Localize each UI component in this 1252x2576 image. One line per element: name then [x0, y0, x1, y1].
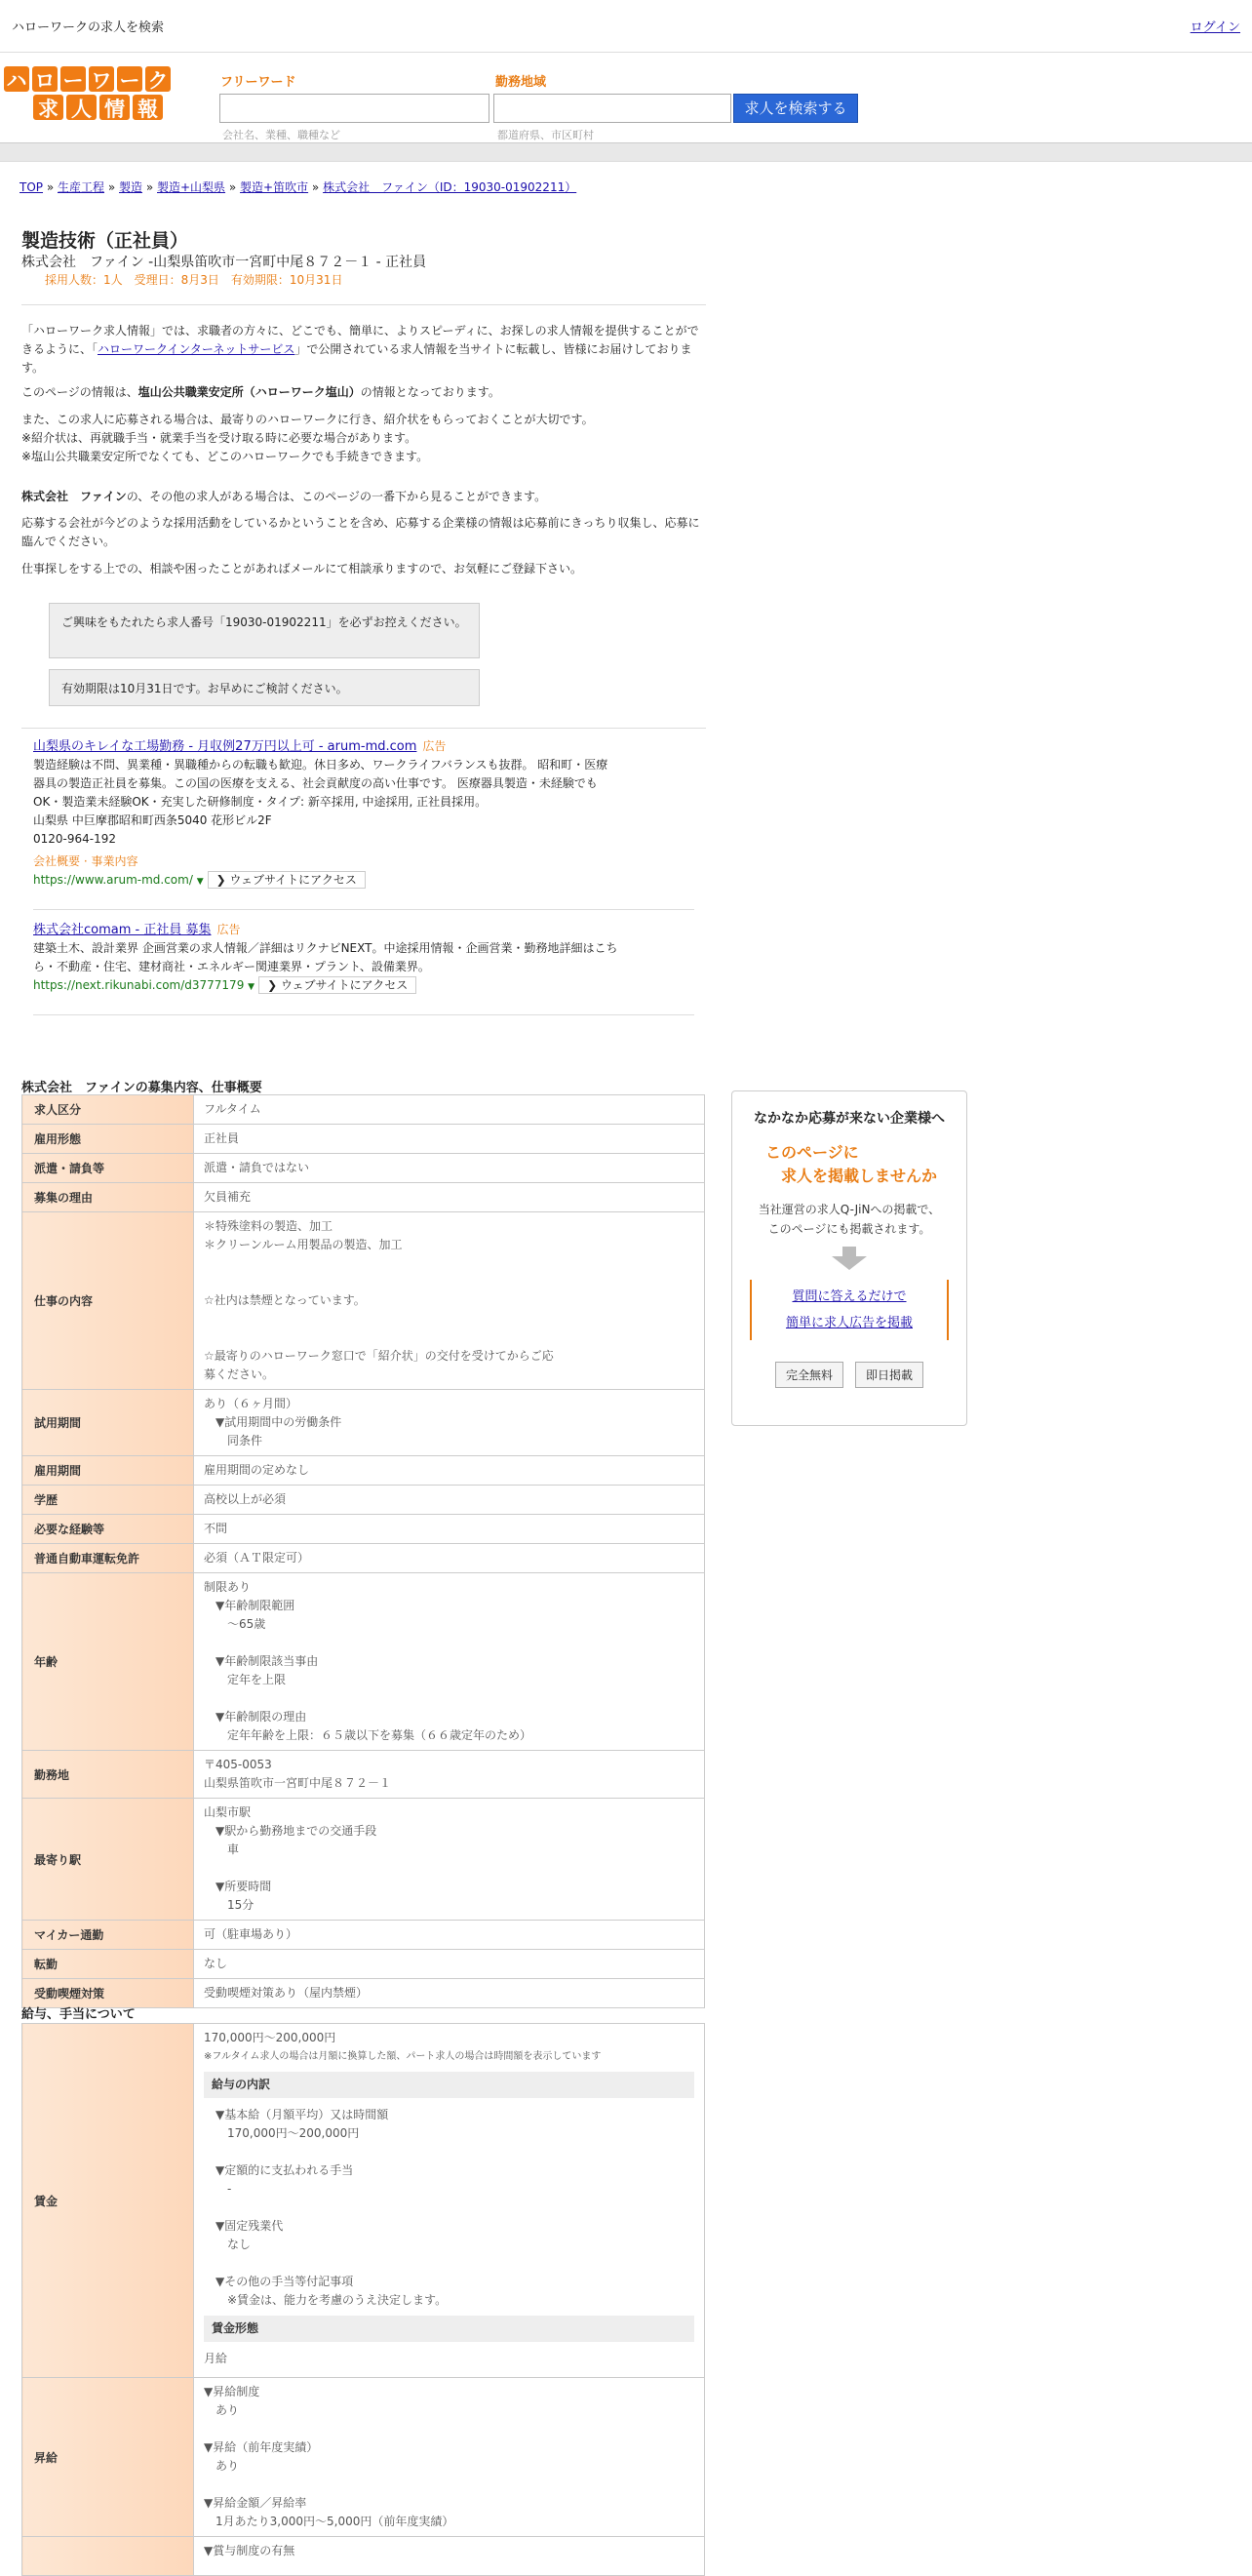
table-row — [22, 1095, 705, 1125]
row-value: 欠員補充 — [194, 1183, 705, 1212]
raise-key: 昇給 — [22, 2378, 194, 2537]
row-value: 派遣・請負ではない — [194, 1154, 705, 1183]
breadcrumb-link[interactable]: 製造+笛吹市 — [240, 180, 309, 194]
sidebar-description: 当社運営の求人Q-JiNへの掲載で、 このページにも掲載されます。 — [758, 1203, 941, 1236]
divider-band — [0, 142, 1252, 162]
area-label: 勤務地域 — [495, 75, 547, 90]
logo-char: 人 — [66, 95, 97, 120]
row-value: 受動喫煙対策あり（屋内禁煙） — [194, 1979, 705, 2008]
divider — [21, 728, 706, 729]
logo-char: ク — [145, 66, 171, 92]
row-label: 受動喫煙対策 — [22, 1979, 194, 2008]
logo-char: ー — [117, 66, 142, 92]
job-meta: 採用人数：1人 受理日：8月3日 有効期限：10月31日 — [45, 273, 343, 287]
row-label: 学歴 — [22, 1486, 194, 1515]
header — [0, 53, 1252, 142]
job-subtitle: 株式会社 ファイン -山梨県笛吹市一宮町中尾８７２－１ - 正社員 — [21, 255, 427, 270]
site-title: ハローワークの求人を検索 — [12, 20, 165, 35]
row-value: 必須（ＡＴ限定可） — [194, 1544, 705, 1573]
bonus-key — [22, 2537, 194, 2576]
row-value: 不問 — [194, 1515, 705, 1544]
ad-body: 製造経験は不問、異業種・異職種からの転職も歓迎。休日多め、ワークライフバランスも抜群。 昭和町・医療器具の製造正社員を募集。この国の医療を支える、社会貢献度の高い仕事です。 医療器具製造・未経験でもOK・製造業未経験OK・充実した研修制度・タイプ: 新卒採用, 中途採用, 正社員採用。 — [33, 758, 608, 809]
intro-paragraph-1: 「ハローワーク求人情報」では、求職者の方々に、どこでも、簡単に、よりスピーディに、お探しの求人情報を提供することができるように、「ハローワークインターネットサービス」で公開されている求人情報を当サイトに転載し、皆様にお届けしております。 — [21, 324, 699, 375]
free-button[interactable]: 完全無料 — [775, 1362, 843, 1388]
search-button[interactable]: 求人を検索する — [733, 94, 858, 123]
ad-title-link[interactable]: 山梨県のキレイな工場勤務 - 月収例27万円以上可 - arum-md.com — [33, 739, 417, 754]
divider — [21, 304, 706, 305]
breadcrumb-link[interactable]: 製造+山梨県 — [157, 180, 226, 194]
table-row — [22, 1799, 705, 1921]
row-label: 必要な経験等 — [22, 1515, 194, 1544]
row-value: ＊特殊塗料の製造、加工 ＊クリーンルーム用製品の製造、加工 ☆社内は禁煙となっています。 ☆最寄りのハローワーク窓口で「紹介状」の交付を受けてからご応 募ください。 — [194, 1212, 705, 1390]
row-value: 高校以上が必須 — [194, 1486, 705, 1515]
row-label: 最寄り駅 — [22, 1799, 194, 1921]
area-input[interactable] — [493, 94, 731, 123]
advert-sidebar — [731, 1090, 967, 1426]
table-row — [22, 1125, 705, 1154]
row-value: なし — [194, 1950, 705, 1979]
breadcrumb-link[interactable]: TOP — [20, 180, 44, 194]
hellowork-link[interactable]: ハローワークインターネットサービス — [98, 342, 295, 356]
ad-block-1: 山梨県のキレイな工場勤務 - 月収例27万円以上可 - arum-md.com 広告 製造経験は不問、異業種・異職種からの転職も歓迎。休日多め、ワークライフバランスも抜群。 昭和町・医療器具の製造正社員を募集。この国の医療を支える、社会貢献度の高い仕事です。 医療器具製造・未経験でもOK・製造業未経験OK・充実した研修制度・タイプ: 新卒採用, 中途採用, 正社員採用。 山梨県 中巨摩郡昭和町西条5040 花形ビル2F 0120-964-192 会社概要 · 事業内容 https://www.arum-md.com/ ▼ ❯ ウェブサイトにアクセス — [33, 737, 618, 892]
ad-url[interactable]: https://next.rikunabi.com/d3777179 — [33, 978, 245, 992]
logo-char: ワ — [89, 66, 114, 92]
row-value: 可（駐車場あり） — [194, 1921, 705, 1950]
row-value: 〒405-0053 山梨県笛吹市一宮町中尾８７２－１ — [194, 1751, 705, 1799]
wage-form-heading: 賃金形態 — [204, 2316, 694, 2342]
breadcrumb: TOP » 生産工程 » 製造 » 製造+山梨県 » 製造+笛吹市 » 株式会社 ファイン（ID：19030-01902211） — [20, 180, 577, 194]
login-link[interactable]: ログイン — [1190, 20, 1240, 35]
row-label: 勤務地 — [22, 1751, 194, 1799]
row-label: 仕事の内容 — [22, 1212, 194, 1390]
job-details-table — [21, 1094, 705, 2008]
ad-visit-button[interactable]: ❯ ウェブサイトにアクセス — [258, 976, 416, 994]
table-row — [22, 1515, 705, 1544]
row-label: 転勤 — [22, 1950, 194, 1979]
ad-phone[interactable]: 0120-964-192 — [33, 832, 117, 846]
wage-value: 170,000円〜200,000円 ※フルタイム求人の場合は月額に換算した額、パート求人の場合は時間額を表示しています 給与の内訳 ▼基本給（月額平均）又は時間額 170,000円〜200,000円 ▼定額的に支払われる手当 - ▼固定残業代 なし ▼その他の手当等付記事項 ※賃金は、能力を考慮のうえ決定します。 賃金形態 月給 — [194, 2024, 705, 2378]
table-row — [22, 1212, 705, 1390]
intro-paragraph-5: 応募する会社が今どのような採用活動をしているかということを含め、応募する企業様の情報は応募前にきっちり収集し、応募に臨んでください。 — [21, 516, 700, 548]
row-label: 雇用形態 — [22, 1125, 194, 1154]
ad-sitelinks[interactable]: 会社概要 · 事業内容 — [33, 854, 138, 868]
expiry-note: 有効期限は10月31日です。お早めにご検討ください。 — [49, 669, 480, 706]
breadcrumb-link[interactable]: 製造 — [119, 180, 143, 194]
sidebar-link-post-ad[interactable]: 簡単に求人広告を掲載 — [785, 1316, 913, 1330]
table-row — [22, 1751, 705, 1799]
ad-visit-button[interactable]: ❯ ウェブサイトにアクセス — [208, 871, 366, 889]
ad-tag: 広告 — [216, 923, 241, 936]
row-label: 派遣・請負等 — [22, 1154, 194, 1183]
section-heading-wage: 給与、手当について — [21, 2007, 136, 2022]
wage-table — [21, 2023, 705, 2576]
top-bar — [0, 0, 1252, 53]
logo-char: ハ — [4, 66, 29, 92]
raise-value: ▼昇給制度 あり ▼昇給（前年度実績） あり ▼昇給金額／昇給率 1月あたり3,000円〜5,000円（前年度実績） — [194, 2378, 705, 2537]
ad-title-link[interactable]: 株式会社comam - 正社員 募集 — [33, 923, 212, 937]
row-label: 年齢 — [22, 1573, 194, 1751]
logo-char: 求 — [33, 95, 63, 120]
site-logo[interactable] — [4, 66, 176, 123]
sidebar-heading: なかなか応募が来ない企業様へ — [754, 1111, 945, 1127]
divider — [33, 1014, 694, 1015]
section-heading-job: 株式会社 ファインの募集内容、仕事概要 — [21, 1081, 262, 1095]
keyword-input[interactable] — [219, 94, 489, 123]
breadcrumb-link[interactable]: 生産工程 — [58, 180, 105, 194]
logo-char: 情 — [99, 95, 130, 120]
row-label: 普通自動車運転免許 — [22, 1544, 194, 1573]
row-value: 山梨市駅 ▼駅から勤務地までの交通手段 車 ▼所要時間 15分 — [194, 1799, 705, 1921]
table-row — [22, 1486, 705, 1515]
table-row — [22, 1544, 705, 1573]
bonus-value: ▼賞与制度の有無 — [194, 2537, 705, 2576]
breadcrumb-link[interactable]: 株式会社 ファイン（ID：19030-01902211） — [323, 180, 577, 194]
logo-char: ー — [60, 66, 86, 92]
intro-paragraph-6: 仕事探しをする上での、相談や困ったことがあればメールにて相談承りますので、お気軽にご登録下さい。 — [21, 562, 583, 575]
table-row — [22, 1154, 705, 1183]
divider — [33, 909, 694, 910]
wage-key: 賃金 — [22, 2024, 194, 2378]
row-value: 雇用期間の定めなし — [194, 1456, 705, 1486]
down-arrow-icon — [842, 1247, 856, 1256]
keyword-label: フリーワード — [220, 75, 296, 90]
intro-paragraph-3: また、この求人に応募される場合は、最寄りのハローワークに行き、紹介状をもらっておくことが大切です。 ※紹介状は、再就職手当・就業手当を受け取る時に必要な場合があります。 ※塩山公共職業安定所でなくても、どこのハローワークでも手続きできます。 — [21, 413, 594, 463]
job-title: 製造技術（正社員） — [21, 230, 189, 252]
row-label: 雇用期間 — [22, 1456, 194, 1486]
row-label: 募集の理由 — [22, 1183, 194, 1212]
logo-char: 報 — [133, 95, 163, 120]
same-day-button[interactable]: 即日掲載 — [855, 1362, 923, 1388]
intro-paragraph-4: 株式会社 ファインの、その他の求人がある場合は、このページの一番下から見ることができます。 — [21, 490, 547, 503]
job-number-note: ご興味をもたれたら求人番号「19030-01902211」を必ずお控えください。 — [49, 603, 480, 658]
ad-tag: 広告 — [422, 739, 447, 753]
ad-address: 山梨県 中巨摩郡昭和町西条5040 花形ビル2F — [33, 813, 272, 827]
sidebar-links — [750, 1280, 949, 1340]
sidebar-offer: このページに 求人を掲載しませんか — [765, 1143, 938, 1185]
row-value: 正社員 — [194, 1125, 705, 1154]
wage-breakdown-heading: 給与の内訳 — [204, 2072, 694, 2098]
row-label: 試用期間 — [22, 1390, 194, 1456]
row-value: フルタイム — [194, 1095, 705, 1125]
down-arrow-icon — [832, 1256, 867, 1270]
logo-char: ロ — [32, 66, 58, 92]
sidebar-link-questions[interactable]: 質問に答えるだけで — [792, 1289, 907, 1304]
table-row — [22, 1390, 705, 1456]
ad-block-2: 株式会社comam - 正社員 募集 広告 建築土木、設計業界 企画営業の求人情報／詳細はリクナビNEXT。中途採用情報・企画営業・勤務地詳細はこちら・不動産・住宅、建材商社・エネルギー関連業界・プラント、設備業界。 https://next.rikunabi.com/d3777179 ▼ ❯ ウェブサイトにアクセス — [33, 921, 618, 997]
table-row — [22, 1573, 705, 1751]
area-placeholder: 都道府県、市区町村 — [497, 129, 594, 141]
table-row — [22, 1183, 705, 1212]
row-value: あり（６ヶ月間） ▼試用期間中の労働条件 同条件 — [194, 1390, 705, 1456]
table-row — [22, 1456, 705, 1486]
ad-url[interactable]: https://www.arum-md.com/ — [33, 873, 193, 887]
ad-body: 建築土木、設計業界 企画営業の求人情報／詳細はリクナビNEXT。中途採用情報・企画営業・勤務地詳細はこちら・不動産・住宅、建材商社・エネルギー関連業界・プラント、設備業界。 — [33, 941, 618, 973]
row-value: 制限あり ▼年齢制限範囲 〜65歳 ▼年齢制限該当事由 定年を上限 ▼年齢制限の理由 定年年齢を上限：６５歳以下を募集（６６歳定年のため） — [194, 1573, 705, 1751]
row-label: 求人区分 — [22, 1095, 194, 1125]
keyword-placeholder: 会社名、業種、職種など — [222, 129, 340, 141]
table-row — [22, 1950, 705, 1979]
intro-paragraph-2: このページの情報は、塩山公共職業安定所（ハローワーク塩山）の情報となっております。 — [21, 385, 500, 399]
table-row — [22, 1921, 705, 1950]
row-label: マイカー通勤 — [22, 1921, 194, 1950]
